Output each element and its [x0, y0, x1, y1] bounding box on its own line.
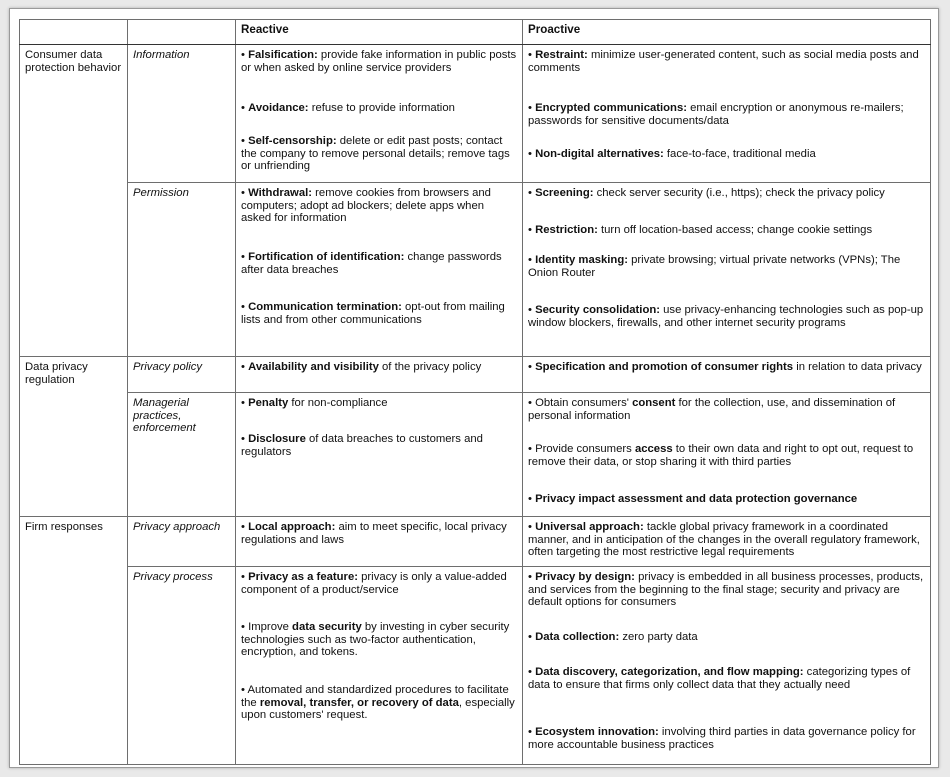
subcategory-cell: Privacy process: [128, 567, 236, 765]
list-item: • Self-censorship: delete or edit past posts; contact the company to remove personal details; remove tags or unfriending: [241, 135, 510, 173]
list-item: • Fortification of identification: change passwords after data breaches: [241, 251, 502, 276]
header-proactive: Proactive: [523, 20, 931, 45]
category-cell: Data privacy regulation: [20, 357, 128, 517]
list-item: • Privacy by design: privacy is embedded in all business processes, products, and services from the beginning to the final stage; security and privacy are default options for consumers: [528, 571, 924, 609]
header-reactive: Reactive: [236, 20, 523, 45]
category-cell: Consumer data protection behavior: [20, 45, 128, 357]
table-row: [20, 357, 931, 393]
proactive-cell: [523, 357, 931, 393]
list-item: • Privacy as a feature: privacy is only a value-added component of a product/service: [241, 571, 507, 596]
list-item: • Avoidance: refuse to provide information: [241, 102, 455, 114]
table-row: [20, 183, 931, 357]
reactive-cell: [236, 517, 523, 567]
list-item: • Data collection: zero party data: [528, 631, 698, 643]
proactive-cell: [523, 393, 931, 517]
list-item: • Specification and promotion of consumer rights in relation to data privacy: [528, 361, 922, 373]
reactive-cell: [236, 567, 523, 765]
proactive-cell: [523, 567, 931, 765]
table-row: [20, 393, 931, 517]
table-row: [20, 567, 931, 765]
reactive-cell: [236, 183, 523, 357]
reactive-cell: [236, 357, 523, 393]
list-item: • Communication termination: opt-out from mailing lists and from other communications: [241, 301, 505, 326]
list-item: • Withdrawal: remove cookies from browsers and computers; adopt ad blockers; delete apps when asked for information: [241, 187, 491, 225]
list-item: • Ecosystem innovation: involving third parties in data governance policy for more accountable business practices: [528, 726, 916, 751]
list-item: • Data discovery, categorization, and flow mapping: categorizing types of data to ensure that firms only collect data that they actually need: [528, 666, 911, 691]
header-blank-subcategory: [128, 20, 236, 45]
list-item: • Universal approach: tackle global privacy framework in a coordinated manner, and in anticipation of the changes in the overall regulatory framework, often targeting the most restrictive legal requirements: [528, 521, 920, 559]
list-item: • Restriction: turn off location-based access; change cookie settings: [528, 224, 873, 236]
document-page: [9, 8, 939, 768]
proactive-cell: [523, 517, 931, 567]
list-item: • Availability and visibility of the privacy policy: [241, 361, 482, 373]
list-item: • Falsification: provide fake information in public posts or when asked by online service providers: [241, 49, 517, 74]
list-item: • Improve data security by investing in cyber security technologies such as two-factor authentication, encryption, and tokens.: [241, 621, 510, 659]
list-item: • Security consolidation: use privacy-enhancing technologies such as pop-up window blockers, firewalls, and other internet security programs: [528, 304, 924, 329]
subcategory-cell: Permission: [128, 183, 236, 357]
table-row: [20, 517, 931, 567]
list-item: • Penalty for non-compliance: [241, 397, 388, 409]
proactive-cell: [523, 45, 931, 183]
list-item: • Encrypted communications: email encryption or anonymous re-mailers; passwords for sensitive documents/data: [528, 102, 904, 127]
table-row: [20, 45, 931, 183]
reactive-cell: [236, 45, 523, 183]
list-item: • Obtain consumers' consent for the collection, use, and dissemination of personal information: [528, 397, 896, 422]
list-item: • Local approach: aim to meet specific, local privacy regulations and laws: [241, 521, 507, 546]
reactive-cell: [236, 393, 523, 517]
list-item: • Automated and standardized procedures to facilitate the removal, transfer, or recovery of data, especially upon customers' request.: [241, 684, 515, 722]
proactive-cell: [523, 183, 931, 357]
subcategory-cell: Managerial practices, enforcement: [128, 393, 236, 517]
list-item: • Restraint: minimize user-generated content, such as social media posts and comments: [528, 49, 919, 74]
table-header-row: [20, 20, 931, 45]
header-blank-category: [20, 20, 128, 45]
list-item: • Disclosure of data breaches to customers and regulators: [241, 433, 483, 458]
list-item: • Non-digital alternatives: face-to-face, traditional media: [528, 148, 816, 160]
category-cell: Firm responses: [20, 517, 128, 765]
list-item: • Provide consumers access to their own data and right to opt out, request to remove their data, or stop sharing it with third parties: [528, 443, 914, 468]
list-item: • Identity masking: private browsing; virtual private networks (VPNs); The Onion Router: [528, 254, 901, 279]
subcategory-cell: Information: [128, 45, 236, 183]
list-item: • Privacy impact assessment and data protection governance: [528, 493, 858, 505]
privacy-strategies-table: [19, 19, 931, 765]
subcategory-cell: Privacy policy: [128, 357, 236, 393]
subcategory-cell: Privacy approach: [128, 517, 236, 567]
list-item: • Screening: check server security (i.e., https); check the privacy policy: [528, 187, 885, 199]
